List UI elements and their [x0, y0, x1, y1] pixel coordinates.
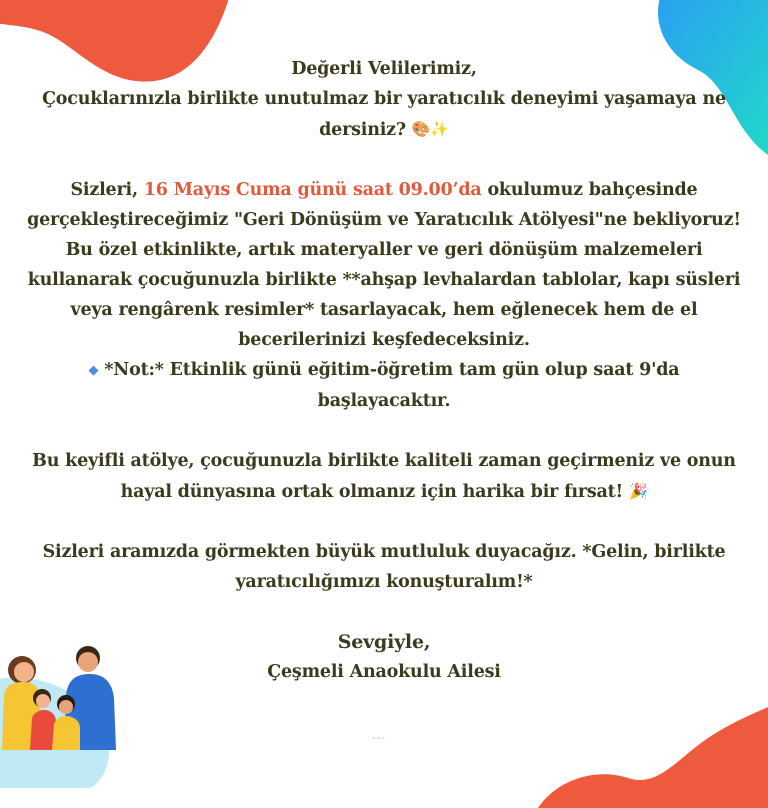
invite-suffix: okulumuz bahçesinde	[481, 180, 698, 200]
note-text: *Not:* Etkinlik günü eğitim-öğretim tam gün olup saat 9'da	[104, 360, 680, 380]
event-line-3: veya rengârenk resimler* tasarlayacak, hem eğlenecek hem de el	[70, 300, 698, 320]
closing-line-1: Sizleri aramızda görmekten büyük mutluluk duyacağız. *Gelin, birlikte	[42, 542, 726, 562]
opportunity-line-1: Bu keyifli atölye, çocuğunuzla birlikte kaliteli zaman geçirmeniz ve onun	[32, 451, 736, 471]
event-line-4: becerilerinizi keşfedeceksiniz.	[238, 330, 530, 350]
blue-diamond-icon: ◆	[88, 363, 99, 378]
invite-line-2: gerçekleştireceğimiz "Geri Dönüşüm ve Yaratıcılık Atölyesi"ne bekliyoruz!	[27, 210, 741, 230]
invite-prefix: Sizleri,	[70, 180, 144, 200]
invite-line-1	[0, 175, 768, 205]
note-line-2: başlayacaktır.	[317, 391, 451, 411]
intro-line-1: Çocuklarınızla birlikte unutulmaz bir yaratıcılık deneyimi yaşamaya ne	[42, 89, 726, 109]
note-line-1	[0, 355, 768, 386]
event-line-2: kullanarak çocuğunuzla birlikte **ahşap levhalardan tablolar, kapı süsleri	[27, 270, 741, 290]
party-popper-icon: 🎉	[628, 482, 648, 500]
event-date-highlight: 16 Mayıs Cuma günü saat 09.00’da	[143, 180, 482, 200]
coral-blob-bottom-right	[538, 698, 768, 808]
footer-dots: ---	[372, 733, 386, 744]
intro-line-2	[0, 114, 768, 145]
opportunity-line-2	[0, 476, 768, 507]
opportunity-text: hayal dünyasına ortak olmanız için harika bir fırsat!	[120, 482, 624, 502]
greeting: Değerli Velilerimiz,	[291, 59, 477, 79]
intro-text: dersiniz?	[319, 120, 406, 140]
letter-body	[0, 54, 768, 687]
closing-line-2: yaratıcılığımızı konuşturalım!*	[235, 572, 533, 592]
signoff: Sevgiyle,	[337, 631, 431, 653]
palette-sparkles-icon: 🎨✨	[411, 120, 449, 138]
event-line-1: Bu özel etkinlikte, artık materyaller ve geri dönüşüm malzemeleri	[65, 240, 703, 260]
signature: Çeşmeli Anaokulu Ailesi	[267, 662, 501, 682]
